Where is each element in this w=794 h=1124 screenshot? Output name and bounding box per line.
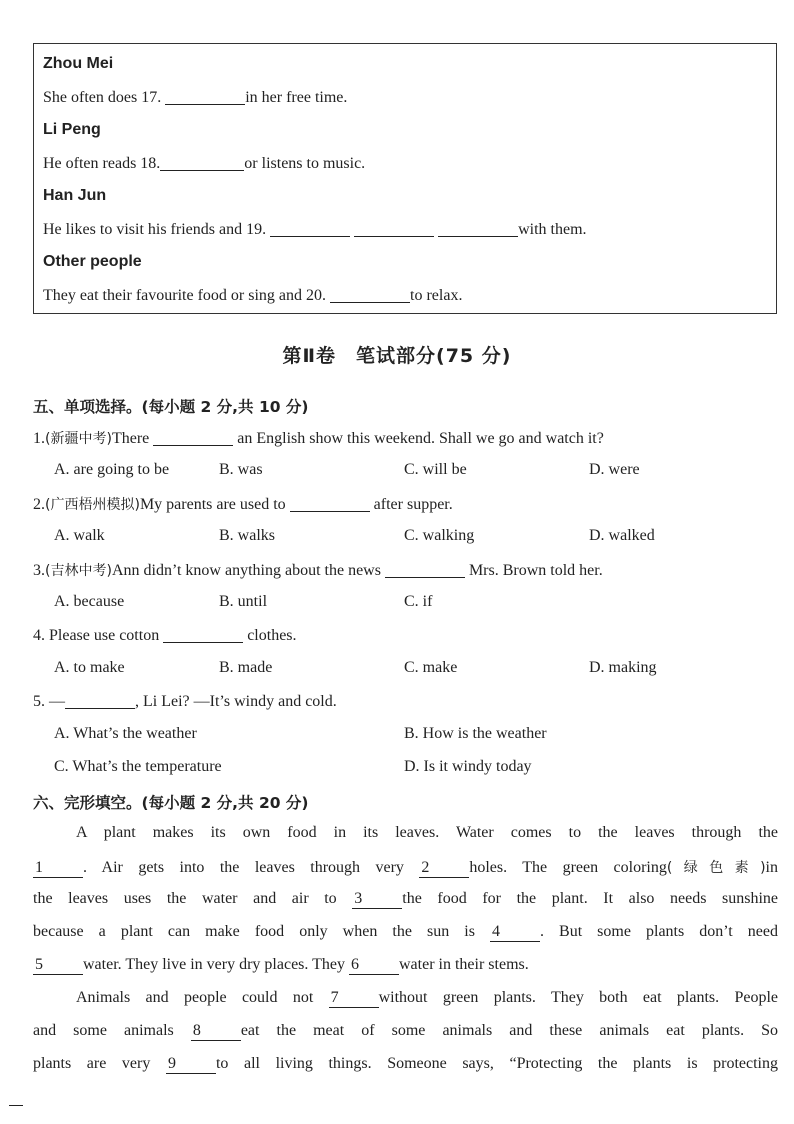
line-zhou: She often does 17. in her free time.: [43, 89, 348, 106]
cloze-line-8: plants are very 9 to all living things. Someone says, “Protecting the plants is protecting: [33, 1055, 778, 1072]
cloze-line-6: Animals and people could not 7 without green plants. They both eat plants. People: [76, 989, 778, 1006]
section6-heading: 六、完形填空。(每小题 2 分,共 20 分): [33, 794, 309, 812]
q4-blank[interactable]: [163, 626, 243, 643]
cloze-blank-4[interactable]: 4: [490, 923, 540, 942]
q4: 4. Please use cotton clothes.: [33, 627, 297, 644]
cloze-blank-3[interactable]: 3: [352, 890, 402, 909]
q2-option-d[interactable]: D. walked: [589, 527, 655, 544]
q2-option-a[interactable]: A. walk: [54, 527, 105, 544]
q4-option-c[interactable]: C. make: [404, 659, 458, 676]
q1-blank[interactable]: [153, 429, 233, 446]
q3-option-b[interactable]: B. until: [219, 593, 268, 610]
q2: 2.(广西梧州模拟)My parents are used to after supper.: [33, 496, 453, 513]
blank-17[interactable]: [165, 88, 245, 105]
q4-option-a[interactable]: A. to make: [54, 659, 125, 676]
q3-blank[interactable]: [385, 561, 465, 578]
q1-option-a[interactable]: A. are going to be: [54, 461, 170, 478]
footer-mark: [9, 1105, 23, 1106]
cloze-blank-1[interactable]: 1: [33, 859, 83, 878]
name-li: Li Peng: [43, 121, 101, 138]
q2-option-b[interactable]: B. walks: [219, 527, 275, 544]
q3: 3.(吉林中考)Ann didn’t know anything about the news Mrs. Brown told her.: [33, 562, 603, 579]
q5-option-b[interactable]: B. How is the weather: [404, 725, 547, 742]
q2-blank[interactable]: [290, 495, 370, 512]
blank-19b[interactable]: [354, 220, 434, 237]
q4-option-d[interactable]: D. making: [589, 659, 657, 676]
cloze-blank-6[interactable]: 6: [349, 956, 399, 975]
q1: 1.(新疆中考)There an English show this weekend. Shall we go and watch it?: [33, 430, 604, 447]
cloze-line-1: A plant makes its own food in its leaves. Water comes to the leaves through the: [76, 824, 778, 841]
cloze-blank-5[interactable]: 5: [33, 956, 83, 975]
line-han: He likes to visit his friends and 19. with them.: [43, 221, 587, 238]
cloze-line-2: 1 . Air gets into the leaves through very 2 holes. The green coloring(绿色素)in: [35, 859, 778, 876]
line-other: They eat their favourite food or sing and 20. to relax.: [43, 287, 463, 304]
blank-19c[interactable]: [438, 220, 518, 237]
blank-20[interactable]: [330, 286, 410, 303]
q4-option-b[interactable]: B. made: [219, 659, 273, 676]
q5: 5. — , Li Lei? —It’s windy and cold.: [33, 693, 337, 710]
q1-option-d[interactable]: D. were: [589, 461, 640, 478]
q5-blank[interactable]: [65, 692, 135, 709]
cloze-blank-9[interactable]: 9: [166, 1055, 216, 1074]
cloze-blank-8[interactable]: 8: [191, 1022, 241, 1041]
q5-option-c[interactable]: C. What’s the temperature: [54, 758, 222, 775]
q5-option-a[interactable]: A. What’s the weather: [54, 725, 197, 742]
name-zhou: Zhou Mei: [43, 55, 114, 72]
blank-18[interactable]: [160, 154, 244, 171]
cloze-blank-2[interactable]: 2: [419, 859, 469, 878]
info-box: [33, 43, 777, 314]
q1-option-b[interactable]: B. was: [219, 461, 263, 478]
section-title: 第Ⅱ卷 笔试部分(75 分): [282, 345, 512, 367]
q3-option-c[interactable]: C. if: [404, 593, 433, 610]
q1-option-c[interactable]: C. will be: [404, 461, 467, 478]
name-han: Han Jun: [43, 187, 107, 204]
cloze-line-4: because a plant can make food only when the sun is 4 . But some plants don’t need: [33, 923, 778, 940]
q3-option-a[interactable]: A. because: [54, 593, 125, 610]
cloze-blank-7[interactable]: 7: [329, 989, 379, 1008]
line-li: He often reads 18. or listens to music.: [43, 155, 366, 172]
q2-option-c[interactable]: C. walking: [404, 527, 475, 544]
cloze-line-7: and some animals 8 eat the meat of some animals and these animals eat plants. So: [33, 1022, 779, 1039]
cloze-line-3: the leaves uses the water and air to 3 the food for the plant. It also needs sunshine: [33, 890, 779, 907]
q5-option-d[interactable]: D. Is it windy today: [404, 758, 532, 775]
name-other: Other people: [43, 253, 142, 270]
blank-19a[interactable]: [270, 220, 350, 237]
cloze-line-5: 5 water. They live in very dry places. They 6 water in their stems.: [35, 956, 529, 973]
section5-heading: 五、单项选择。(每小题 2 分,共 10 分): [33, 398, 309, 416]
